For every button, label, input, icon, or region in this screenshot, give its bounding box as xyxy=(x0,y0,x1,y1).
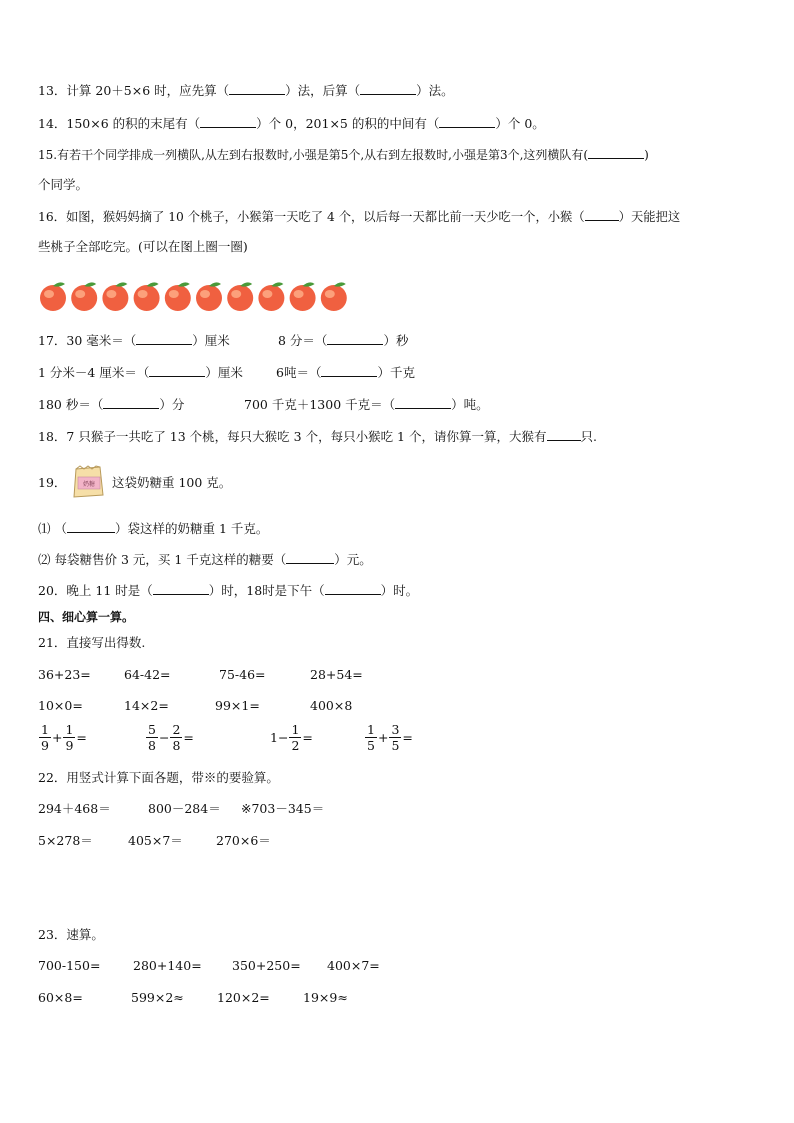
arith-item: 28+54= xyxy=(310,667,363,682)
answer-blank[interactable] xyxy=(547,429,581,441)
arith-item: 10×0= xyxy=(38,698,83,713)
peach-icon[interactable] xyxy=(71,282,97,311)
peach-icon[interactable] xyxy=(227,282,253,311)
fraction: $\frac{1}{2}$ xyxy=(291,722,300,753)
arith-item: 5×278＝ xyxy=(38,833,93,848)
fraction: $\frac{5}{8}$ xyxy=(148,722,156,753)
fraction-item: $\frac{1}{5}$ + $\frac{3}{5}$ = xyxy=(367,722,413,753)
arith-item: 60×8= xyxy=(38,990,83,1005)
answer-blank[interactable] xyxy=(103,397,159,409)
peaches-illustration xyxy=(38,280,358,312)
candy-bag-icon xyxy=(70,465,106,499)
question-17-e: 180 秒＝（ ）分 xyxy=(38,397,185,412)
question-17-c: 1 分米－4 厘米＝（ ）厘米 xyxy=(38,365,243,380)
candy-bag-image xyxy=(70,465,106,499)
fraction-item: $\frac{1}{9}$ + $\frac{1}{9}$ = xyxy=(41,722,87,753)
answer-blank[interactable] xyxy=(67,521,115,533)
arith-item: 99×1= xyxy=(215,698,260,713)
answer-blank[interactable] xyxy=(229,83,285,95)
arith-item: 350+250= xyxy=(232,958,301,973)
answer-blank[interactable] xyxy=(136,333,192,345)
fraction: $\frac{1}{5}$ xyxy=(367,722,375,753)
answer-blank[interactable] xyxy=(286,552,334,564)
answer-blank[interactable] xyxy=(321,365,377,377)
question-19-part1: ⑴ （ ）袋这样的奶糖重 1 千克。 xyxy=(38,521,269,536)
question-19: 19． xyxy=(38,475,67,490)
question-23-title: 23．速算。 xyxy=(38,927,104,942)
arith-item: 405×7＝ xyxy=(128,833,183,848)
arith-item: 280+140= xyxy=(133,958,202,973)
peach-icon[interactable] xyxy=(196,282,222,311)
fraction-item: $\frac{5}{8}$ − $\frac{2}{8}$ = xyxy=(148,722,194,753)
fraction: $\frac{1}{9}$ xyxy=(65,722,74,753)
peach-figure xyxy=(38,280,358,312)
question-14: 14．150×6 的积的末尾有（ ）个 0，201×5 的积的中间有（ ）个 0。 xyxy=(38,116,545,131)
question-17-b: 8 分＝（ ）秒 xyxy=(278,333,409,348)
question-17-line1: 17．30 毫米＝（ ）厘米 xyxy=(38,333,230,348)
peach-icon[interactable] xyxy=(134,282,160,311)
answer-blank[interactable] xyxy=(588,147,644,159)
fraction: $\frac{3}{5}$ xyxy=(391,722,400,753)
section-heading: 四、细心算一算。 xyxy=(38,610,135,624)
question-21-title: 21．直接写出得数. xyxy=(38,635,146,650)
answer-blank[interactable] xyxy=(200,116,256,128)
arith-item: ※703－345＝ xyxy=(241,801,325,816)
answer-blank[interactable] xyxy=(149,365,205,377)
peach-icon[interactable] xyxy=(321,282,347,311)
answer-blank[interactable] xyxy=(327,333,383,345)
question-13: 13．计算 20＋5×6 时，应先算（ ）法，后算（ ）法。 xyxy=(38,83,454,98)
arith-item: 14×2= xyxy=(124,698,169,713)
question-20: 20．晚上 11 时是（ ）时，18时是下午（ ）时。 xyxy=(38,583,419,598)
arith-item: 294＋468＝ xyxy=(38,801,111,816)
arith-item: 400×7= xyxy=(327,958,380,973)
peach-icon[interactable] xyxy=(290,282,316,311)
answer-blank[interactable] xyxy=(585,209,619,221)
question-19-part2: ⑵ 每袋糖售价 3 元，买 1 千克这样的糖要（ ）元。 xyxy=(38,552,372,567)
question-16-line2: 些桃子全部吃完。(可以在图上圈一圈) xyxy=(38,239,248,254)
answer-blank[interactable] xyxy=(325,583,381,595)
answer-blank[interactable] xyxy=(153,583,209,595)
fraction: $\frac{1}{9}$ xyxy=(41,722,49,753)
fraction-item: 1− $\frac{1}{2}$ = xyxy=(270,722,313,753)
arith-item: 700-150= xyxy=(38,958,101,973)
question-16-line1: 16．如图，猴妈妈摘了 10 个桃子，小猴第一天吃了 4 个，以后每一天都比前一天少吃一个，小猴（ ）天能把这 xyxy=(38,210,681,224)
peach-icon[interactable] xyxy=(102,282,128,311)
peach-icon[interactable] xyxy=(40,282,66,311)
question-19-text: 这袋奶糖重 100 克。 xyxy=(112,475,232,490)
arith-item: 64-42= xyxy=(124,667,171,682)
question-22-title: 22．用竖式计算下面各题，带※的要验算。 xyxy=(38,770,279,785)
question-17-f: 700 千克＋1300 千克＝（ ）吨。 xyxy=(244,397,489,412)
answer-blank[interactable] xyxy=(395,397,451,409)
question-15-line1: 15.有若干个同学排成一列横队,从左到右报数时,小强是第5个,从右到左报数时,小强是第3个,这列横队有( ) xyxy=(38,148,649,162)
peach-icon[interactable] xyxy=(258,282,284,311)
answer-blank[interactable] xyxy=(360,83,416,95)
question-15-line2: 个同学。 xyxy=(38,177,89,192)
arith-item: 19×9≈ xyxy=(303,990,348,1005)
arith-item: 599×2≈ xyxy=(131,990,184,1005)
answer-blank[interactable] xyxy=(439,116,495,128)
question-18: 18．7 只猴子一共吃了 13 个桃，每只大猴吃 3 个，每只小猴吃 1 个，请你算一算，大猴有 只. xyxy=(38,429,597,444)
arith-item: 270×6＝ xyxy=(216,833,271,848)
arith-item: 800－284＝ xyxy=(148,801,221,816)
arith-item: 400×8 xyxy=(310,698,353,713)
peach-icon[interactable] xyxy=(165,282,191,311)
fraction: $\frac{2}{8}$ xyxy=(172,722,181,753)
arith-item: 120×2= xyxy=(217,990,270,1005)
svg-text:奶糖: 奶糖 xyxy=(82,481,96,488)
arith-item: 36+23= xyxy=(38,667,91,682)
question-17-d: 6吨＝（ ）千克 xyxy=(276,365,415,380)
arith-item: 75-46= xyxy=(219,667,266,682)
